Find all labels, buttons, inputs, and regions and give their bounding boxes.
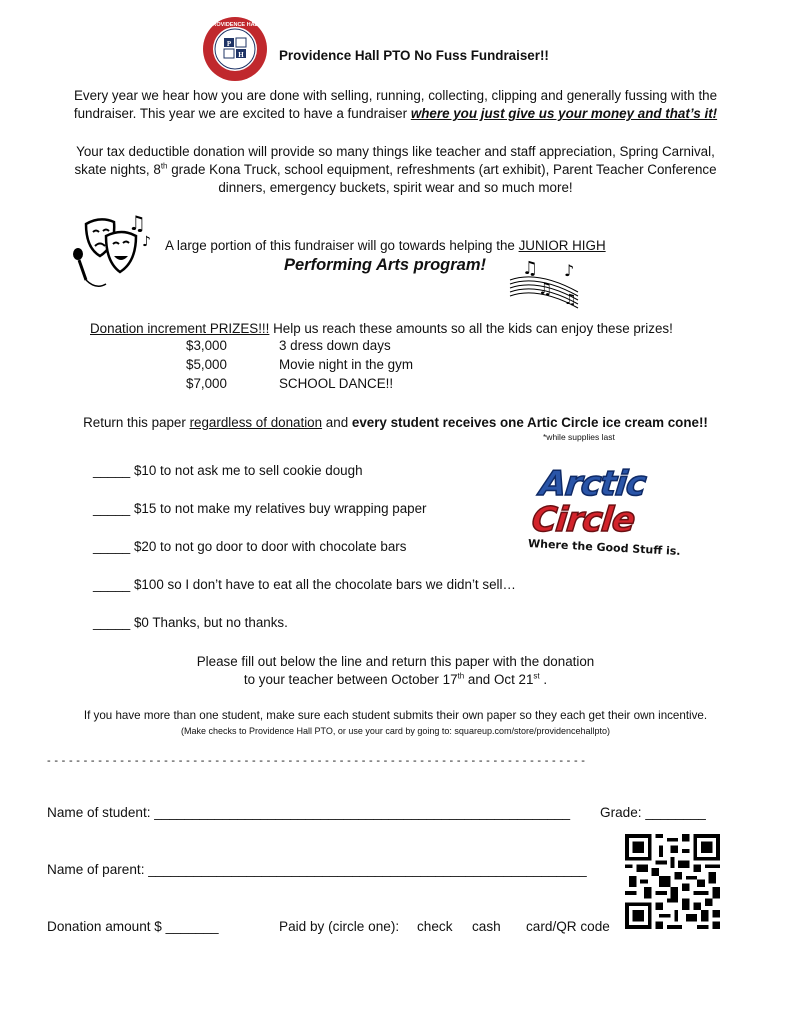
option-text: $20 to not go door to door with chocolate bars bbox=[133, 539, 407, 554]
svg-text:♪: ♪ bbox=[142, 234, 151, 250]
return-note-c: and bbox=[322, 415, 352, 430]
grade-label: Grade: bbox=[600, 805, 646, 820]
instructions-line-1: Please fill out below the line and return this paper with the donation bbox=[196, 654, 595, 669]
grade-row bbox=[600, 805, 706, 820]
intro-line-2-plain: fundraiser. This year we are excited to have a fundraiser bbox=[73, 106, 411, 121]
donation-amount-field[interactable]: _______ bbox=[165, 919, 219, 934]
return-note-d: every student receives one Artic Circle ice cream cone!! bbox=[351, 415, 708, 430]
donation-amount-row bbox=[47, 919, 219, 934]
uses-line-2 bbox=[0, 160, 791, 180]
return-note-b: regardless of donation bbox=[189, 415, 323, 430]
pay-option-check[interactable]: check bbox=[417, 919, 453, 934]
pay-option-cash[interactable]: cash bbox=[472, 919, 501, 934]
svg-text:♫: ♫ bbox=[538, 279, 553, 298]
svg-text:♫: ♫ bbox=[522, 258, 539, 279]
instr-2a: to your teacher between October 17 bbox=[243, 672, 458, 687]
paid-by-label: Paid by (circle one): bbox=[279, 919, 400, 934]
donation-option bbox=[93, 539, 406, 554]
qr-code[interactable] bbox=[625, 834, 720, 929]
pay-option-card[interactable]: card/QR code bbox=[526, 919, 610, 934]
arctic-word: Arctic bbox=[537, 464, 648, 504]
arctic-circle-logo bbox=[526, 464, 681, 564]
instr-2b: and Oct 21 bbox=[464, 672, 534, 687]
prizes-intro-rest: Help us reach these amounts so all the kids can enjoy these prizes! bbox=[269, 321, 673, 336]
svg-text:P: P bbox=[226, 40, 232, 48]
uses-line-2-a: skate nights, 8 bbox=[74, 162, 161, 177]
student-label: Name of student: bbox=[47, 805, 155, 820]
arts-program-title: Performing Arts program! bbox=[284, 256, 486, 274]
svg-text:♫: ♫ bbox=[128, 212, 146, 235]
prize-amount: $5,000 bbox=[186, 357, 227, 372]
return-note bbox=[0, 413, 791, 433]
svg-text:♪: ♪ bbox=[564, 261, 575, 280]
arts-line-1-plain: A large portion of this fundraiser will go towards helping the bbox=[165, 238, 519, 253]
instr-sup2: st bbox=[533, 671, 540, 681]
grade-field[interactable]: ________ bbox=[645, 805, 706, 820]
parent-label: Name of parent: bbox=[47, 862, 149, 877]
arctic-tagline: Where the Good Stuff is. bbox=[527, 537, 681, 558]
uses-line-2-b: grade Kona Truck, school equipment, refreshments (art exhibit), Parent Teacher Conference bbox=[167, 162, 717, 177]
cut-line: - - - - - - - - - - - - - - - - - - - - - - - - - - - - - - - - - - - - - - - - - - - - - - - - - - - - - - - - - - - - - - - - - - - - - - - - - - bbox=[47, 755, 586, 767]
parent-name-field[interactable]: __________________________________________________________ bbox=[148, 862, 587, 877]
instructions-line-4: (Make checks to Providence Hall PTO, or use your card by going to: squareup.com/store/providencehallpto) bbox=[180, 726, 611, 736]
option-text: $15 to not make my relatives buy wrapping paper bbox=[133, 501, 427, 516]
svg-text:H: H bbox=[238, 51, 244, 59]
parent-name-row bbox=[47, 862, 587, 877]
prize-reward: 3 dress down days bbox=[279, 338, 391, 353]
option-blank: _____ bbox=[93, 539, 131, 554]
instr-sup1: th bbox=[457, 671, 465, 681]
option-text: $0 Thanks, but no thanks. bbox=[133, 615, 288, 630]
prizes-heading: Donation increment PRIZES!!! bbox=[90, 321, 270, 336]
circle-word: Circle bbox=[529, 500, 637, 540]
junior-high-link: JUNIOR HIGH bbox=[518, 238, 606, 253]
option-blank: _____ bbox=[93, 577, 131, 592]
intro-emphasis: where you just give us your money and that’s it! bbox=[410, 106, 718, 121]
instructions-line-3: If you have more than one student, make sure each student submits their own paper so they each get their own incentive. bbox=[83, 709, 708, 722]
intro-line-2 bbox=[0, 104, 791, 124]
donation-option bbox=[93, 501, 427, 516]
donation-option bbox=[93, 577, 516, 592]
uses-line-3: dinners, emergency buckets, spirit wear and so much more! bbox=[218, 180, 573, 195]
intro-line-1: Every year we hear how you are done with selling, running, collecting, clipping and generally fussing with the bbox=[73, 88, 718, 103]
music-notes-icon bbox=[508, 252, 584, 312]
prize-reward: Movie night in the gym bbox=[279, 357, 413, 372]
prize-amount: $7,000 bbox=[186, 376, 227, 391]
svg-text:♫: ♫ bbox=[564, 292, 577, 308]
return-note-a: Return this paper bbox=[83, 415, 190, 430]
option-blank: _____ bbox=[93, 615, 131, 630]
option-blank: _____ bbox=[93, 463, 131, 478]
svg-text:PROVIDENCE HALL: PROVIDENCE HALL bbox=[208, 22, 262, 28]
student-name-field[interactable]: _______________________________________________________ bbox=[154, 805, 571, 820]
uses-sup: th bbox=[160, 161, 168, 171]
prize-reward: SCHOOL DANCE!! bbox=[279, 376, 394, 391]
amount-label: Donation amount $ bbox=[47, 919, 166, 934]
option-text: $100 so I don’t have to eat all the chocolate bars we didn’t sell… bbox=[133, 577, 516, 592]
prize-amount: $3,000 bbox=[186, 338, 227, 353]
option-blank: _____ bbox=[93, 501, 131, 516]
page-title: Providence Hall PTO No Fuss Fundraiser!! bbox=[279, 48, 549, 63]
instr-2c: . bbox=[539, 672, 548, 687]
uses-line-1: Your tax deductible donation will provide so many things like teacher and staff appreciation, Spring Carnival, bbox=[76, 144, 715, 159]
option-text: $10 to not ask me to sell cookie dough bbox=[133, 463, 363, 478]
school-logo bbox=[202, 16, 268, 82]
prizes-intro bbox=[90, 319, 673, 339]
student-name-row bbox=[47, 805, 570, 820]
supplies-footnote: *while supplies last bbox=[543, 432, 615, 442]
donation-option bbox=[93, 463, 363, 478]
theater-masks-icon bbox=[68, 212, 154, 292]
instructions-line-2 bbox=[0, 670, 791, 690]
donation-option bbox=[93, 615, 288, 630]
